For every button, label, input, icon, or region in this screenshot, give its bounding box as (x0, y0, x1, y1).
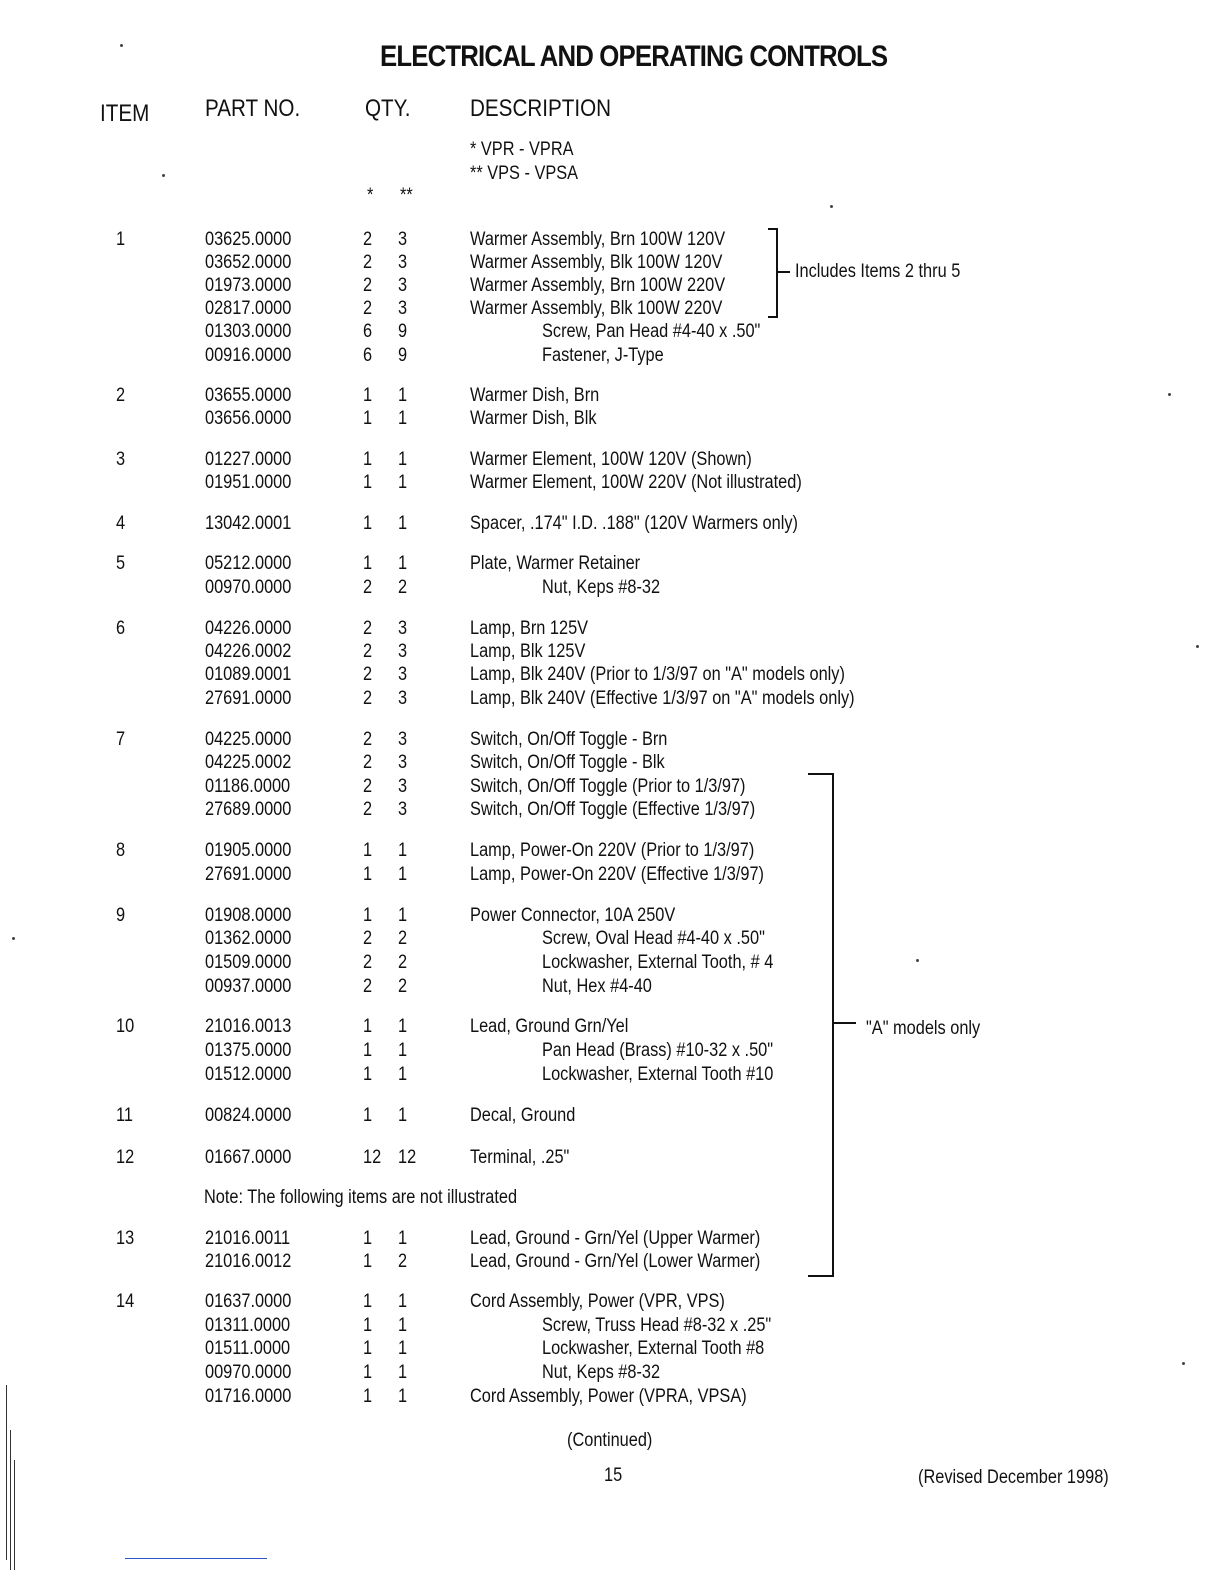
description: Warmer Dish, Brn (470, 385, 600, 406)
item-number: 13 (116, 1228, 135, 1249)
part-number: 01509.0000 (205, 952, 292, 973)
qty-vps: 1 (398, 1228, 408, 1249)
header-part-no: PART NO. (205, 95, 301, 122)
qty-vpr: 1 (363, 1362, 373, 1383)
qty-vps: 3 (398, 252, 408, 273)
scan-margin-line (10, 1430, 11, 1570)
scan-speck (1182, 1362, 1185, 1365)
qty-vps: 2 (398, 976, 408, 997)
item-number: 3 (116, 449, 126, 470)
description: Switch, On/Off Toggle - Blk (470, 752, 665, 773)
table-row (0, 320, 1224, 344)
table-row (0, 471, 1224, 495)
table-row (0, 1227, 1224, 1251)
item-number: 8 (116, 840, 126, 861)
scan-speck (162, 174, 165, 177)
description: Screw, Pan Head #4-40 x .50" (542, 321, 761, 342)
part-number: 01227.0000 (205, 449, 292, 470)
table-row (0, 951, 1224, 975)
description: Power Connector, 10A 250V (470, 905, 676, 926)
table-row (0, 1361, 1224, 1385)
qty-vps: 1 (398, 1040, 408, 1061)
qty-vps: 1 (398, 905, 408, 926)
qty-vpr: 2 (363, 252, 373, 273)
qty-vpr: 1 (363, 1016, 373, 1037)
description: Screw, Oval Head #4-40 x .50" (542, 928, 765, 949)
qty-vps: 1 (398, 1362, 408, 1383)
description: Nut, Keps #8-32 (542, 1362, 661, 1383)
part-number: 05212.0000 (205, 553, 292, 574)
description: Lamp, Power-On 220V (Effective 1/3/97) (470, 864, 764, 885)
part-number: 00916.0000 (205, 345, 292, 366)
table-row (0, 407, 1224, 431)
description: Spacer, .174" I.D. .188" (120V Warmers only) (470, 513, 798, 534)
description: Lockwasher, External Tooth #8 (542, 1338, 765, 1359)
part-number: 04226.0000 (205, 618, 292, 639)
table-row (0, 448, 1224, 472)
part-number: 03625.0000 (205, 229, 292, 250)
table-row (0, 552, 1224, 576)
scan-margin-line (14, 1460, 15, 1570)
description: Nut, Hex #4-40 (542, 976, 652, 997)
page-number: 15 (604, 1465, 623, 1486)
table-row (0, 344, 1224, 368)
part-number: 21016.0012 (205, 1251, 292, 1272)
qty-vps: 1 (398, 513, 408, 534)
item-number: 12 (116, 1147, 135, 1168)
legend-single-star: * VPR - VPRA (470, 139, 574, 160)
item-number: 14 (116, 1291, 135, 1312)
part-number: 01905.0000 (205, 840, 292, 861)
table-row (0, 927, 1224, 951)
qty-vps: 3 (398, 776, 408, 797)
table-row (0, 975, 1224, 999)
description: Lamp, Brn 125V (470, 618, 589, 639)
table-row (0, 798, 1224, 822)
qty-vpr: 1 (363, 385, 373, 406)
page-title: ELECTRICAL AND OPERATING CONTROLS (380, 40, 888, 73)
qty-vps: 2 (398, 577, 408, 598)
table-note: Note: The following items are not illustrated (204, 1187, 518, 1208)
description: Plate, Warmer Retainer (470, 553, 641, 574)
table-row (0, 751, 1224, 775)
description: Lead, Ground Grn/Yel (470, 1016, 629, 1037)
qty-vpr: 1 (363, 1386, 373, 1407)
table-row (0, 274, 1224, 298)
qty-vpr: 1 (363, 1064, 373, 1085)
table-row (0, 1250, 1224, 1274)
description: Warmer Element, 100W 220V (Not illustrated) (470, 472, 802, 493)
part-number: 01667.0000 (205, 1147, 292, 1168)
table-row (0, 617, 1224, 641)
table-row (0, 228, 1224, 252)
part-number: 01375.0000 (205, 1040, 292, 1061)
blue-underline (125, 1558, 267, 1559)
description: Switch, On/Off Toggle (Effective 1/3/97) (470, 799, 756, 820)
table-row (0, 1146, 1224, 1170)
qty-vps: 3 (398, 275, 408, 296)
description: Decal, Ground (470, 1105, 576, 1126)
description: Screw, Truss Head #8-32 x .25" (542, 1315, 772, 1336)
description: Warmer Assembly, Blk 100W 220V (470, 298, 723, 319)
description: Nut, Keps #8-32 (542, 577, 661, 598)
qty-vpr: 1 (363, 1315, 373, 1336)
description: Lead, Ground - Grn/Yel (Lower Warmer) (470, 1251, 761, 1272)
description: Warmer Assembly, Brn 100W 220V (470, 275, 726, 296)
description: Cord Assembly, Power (VPRA, VPSA) (470, 1386, 747, 1407)
qty-vps: 1 (398, 1291, 408, 1312)
table-row (0, 1337, 1224, 1361)
part-number: 27691.0000 (205, 864, 292, 885)
part-number: 01311.0000 (205, 1315, 291, 1336)
qty-vps: 3 (398, 799, 408, 820)
scan-margin-line (6, 1385, 7, 1560)
table-row (0, 728, 1224, 752)
item-number: 10 (116, 1016, 135, 1037)
table-row (0, 863, 1224, 887)
description: Lamp, Power-On 220V (Prior to 1/3/97) (470, 840, 755, 861)
header-qty: QTY. (365, 95, 411, 122)
part-number: 27691.0000 (205, 688, 292, 709)
qty-vpr: 2 (363, 664, 373, 685)
item-number: 11 (116, 1105, 133, 1126)
qty-vpr: 2 (363, 799, 373, 820)
item-number: 5 (116, 553, 126, 574)
part-number: 00970.0000 (205, 1362, 292, 1383)
table-row (0, 297, 1224, 321)
table-row (0, 1015, 1224, 1039)
part-number: 01186.0000 (205, 776, 291, 797)
part-number: 21016.0013 (205, 1016, 292, 1037)
qty-vpr: 1 (363, 1251, 373, 1272)
qty-vps: 1 (398, 472, 408, 493)
qty-vpr: 1 (363, 1040, 373, 1061)
scan-speck (1168, 393, 1171, 396)
description: Switch, On/Off Toggle - Brn (470, 729, 668, 750)
qty-vps: 1 (398, 1016, 408, 1037)
part-number: 01951.0000 (205, 472, 292, 493)
qty-vps: 2 (398, 1251, 408, 1272)
part-number: 01973.0000 (205, 275, 292, 296)
bracket-a-models-label: "A" models only (866, 1018, 981, 1039)
part-number: 01303.0000 (205, 321, 292, 342)
bracket-a-models-tick (834, 1022, 856, 1024)
qty-vps: 1 (398, 553, 408, 574)
qty-vps: 3 (398, 298, 408, 319)
qty-star-2: ** (400, 185, 413, 206)
description: Warmer Element, 100W 120V (Shown) (470, 449, 752, 470)
part-number: 01362.0000 (205, 928, 292, 949)
qty-vpr: 2 (363, 298, 373, 319)
scan-speck (1196, 645, 1199, 648)
qty-vps: 1 (398, 864, 408, 885)
table-row (0, 1063, 1224, 1087)
description: Lead, Ground - Grn/Yel (Upper Warmer) (470, 1228, 761, 1249)
qty-star-1: * (367, 185, 374, 206)
part-number: 03656.0000 (205, 408, 292, 429)
description: Cord Assembly, Power (VPR, VPS) (470, 1291, 725, 1312)
revised-date: (Revised December 1998) (918, 1467, 1109, 1488)
item-number: 6 (116, 618, 126, 639)
qty-vpr: 1 (363, 1228, 373, 1249)
qty-vpr: 2 (363, 577, 373, 598)
qty-vps: 1 (398, 1315, 408, 1336)
description: Warmer Assembly, Brn 100W 120V (470, 229, 726, 250)
table-row (0, 663, 1224, 687)
part-number: 00970.0000 (205, 577, 292, 598)
qty-vpr: 1 (363, 472, 373, 493)
qty-vps: 3 (398, 688, 408, 709)
qty-vpr: 1 (363, 905, 373, 926)
description: Warmer Dish, Blk (470, 408, 597, 429)
qty-vpr: 2 (363, 928, 373, 949)
part-number: 01512.0000 (205, 1064, 292, 1085)
part-number: 01716.0000 (205, 1386, 292, 1407)
table-row (0, 384, 1224, 408)
qty-vps: 9 (398, 345, 408, 366)
qty-vps: 3 (398, 729, 408, 750)
table-row (0, 576, 1224, 600)
qty-vpr: 2 (363, 776, 373, 797)
description: Lockwasher, External Tooth, # 4 (542, 952, 774, 973)
qty-vpr: 1 (363, 408, 373, 429)
description: Terminal, .25" (470, 1147, 570, 1168)
part-number: 13042.0001 (205, 513, 292, 534)
qty-vps: 9 (398, 321, 408, 342)
bracket-a-models (808, 773, 834, 1277)
qty-vpr: 1 (363, 864, 373, 885)
scan-speck (12, 937, 15, 940)
qty-vps: 2 (398, 952, 408, 973)
item-number: 9 (116, 905, 126, 926)
qty-vpr: 1 (363, 1338, 373, 1359)
part-number: 27689.0000 (205, 799, 292, 820)
qty-vps: 3 (398, 229, 408, 250)
table-row (0, 251, 1224, 275)
qty-vps: 1 (398, 1064, 408, 1085)
qty-vpr: 2 (363, 618, 373, 639)
part-number: 01511.0000 (205, 1338, 291, 1359)
header-description: DESCRIPTION (470, 95, 612, 122)
part-number: 04225.0000 (205, 729, 292, 750)
table-row (0, 1039, 1224, 1063)
description: Lamp, Blk 125V (470, 641, 586, 662)
qty-vpr: 2 (363, 688, 373, 709)
part-number: 00824.0000 (205, 1105, 292, 1126)
description: Switch, On/Off Toggle (Prior to 1/3/97) (470, 776, 746, 797)
item-number: 4 (116, 513, 126, 534)
header-item: ITEM (100, 100, 150, 127)
table-row (0, 1104, 1224, 1128)
part-number: 03655.0000 (205, 385, 292, 406)
qty-vpr: 6 (363, 321, 373, 342)
qty-vps: 1 (398, 840, 408, 861)
table-row (0, 512, 1224, 536)
bracket-includes-tick (776, 271, 790, 273)
table-row (0, 775, 1224, 799)
part-number: 01089.0001 (205, 664, 292, 685)
qty-vps: 2 (398, 928, 408, 949)
table-row (0, 687, 1224, 711)
part-number: 21016.0011 (205, 1228, 291, 1249)
qty-vpr: 2 (363, 641, 373, 662)
bracket-includes (768, 228, 778, 318)
qty-vps: 1 (398, 449, 408, 470)
part-number: 03652.0000 (205, 252, 292, 273)
item-number: 7 (116, 729, 126, 750)
item-number: 1 (116, 229, 126, 250)
table-row (0, 640, 1224, 664)
qty-vpr: 1 (363, 1105, 373, 1126)
qty-vpr: 1 (363, 449, 373, 470)
part-number: 04226.0002 (205, 641, 292, 662)
qty-vpr: 1 (363, 553, 373, 574)
description: Pan Head (Brass) #10-32 x .50" (542, 1040, 774, 1061)
qty-vpr: 12 (363, 1147, 382, 1168)
qty-vps: 1 (398, 1105, 408, 1126)
qty-vpr: 2 (363, 952, 373, 973)
description: Lockwasher, External Tooth #10 (542, 1064, 774, 1085)
scan-speck (916, 959, 919, 962)
part-number: 01637.0000 (205, 1291, 292, 1312)
description: Warmer Assembly, Blk 100W 120V (470, 252, 723, 273)
table-row (0, 1290, 1224, 1314)
part-number: 01908.0000 (205, 905, 292, 926)
item-number: 2 (116, 385, 126, 406)
qty-vpr: 2 (363, 275, 373, 296)
scan-speck (120, 44, 123, 47)
qty-vps: 1 (398, 1386, 408, 1407)
table-row (0, 1314, 1224, 1338)
qty-vps: 3 (398, 641, 408, 662)
description: Fastener, J-Type (542, 345, 664, 366)
qty-vpr: 6 (363, 345, 373, 366)
scan-speck (830, 205, 833, 208)
qty-vpr: 1 (363, 513, 373, 534)
qty-vps: 3 (398, 618, 408, 639)
qty-vps: 3 (398, 664, 408, 685)
part-number: 00937.0000 (205, 976, 292, 997)
continued-label: (Continued) (567, 1430, 653, 1451)
description: Lamp, Blk 240V (Effective 1/3/97 on "A" models only) (470, 688, 855, 709)
part-number: 04225.0002 (205, 752, 292, 773)
qty-vps: 1 (398, 408, 408, 429)
qty-vpr: 1 (363, 1291, 373, 1312)
table-row (0, 839, 1224, 863)
qty-vpr: 2 (363, 976, 373, 997)
table-row (0, 1385, 1224, 1409)
legend-double-star: ** VPS - VPSA (470, 163, 579, 184)
part-number: 02817.0000 (205, 298, 292, 319)
qty-vpr: 2 (363, 752, 373, 773)
qty-vpr: 2 (363, 229, 373, 250)
description: Lamp, Blk 240V (Prior to 1/3/97 on "A" models only) (470, 664, 845, 685)
qty-vps: 12 (398, 1147, 417, 1168)
bracket-includes-label: Includes Items 2 thru 5 (795, 261, 961, 282)
qty-vps: 3 (398, 752, 408, 773)
qty-vpr: 1 (363, 840, 373, 861)
table-row (0, 904, 1224, 928)
qty-vps: 1 (398, 1338, 408, 1359)
qty-vpr: 2 (363, 729, 373, 750)
qty-vps: 1 (398, 385, 408, 406)
